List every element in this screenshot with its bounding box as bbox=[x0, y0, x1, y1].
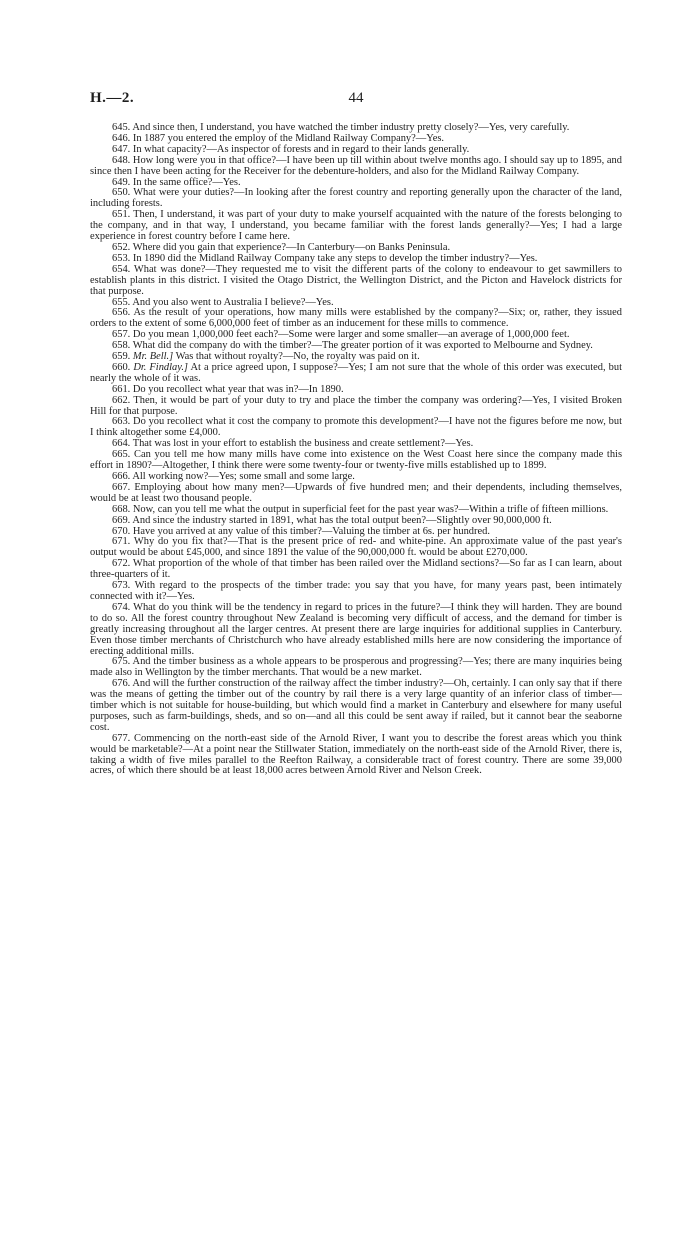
question-answer-text: Commencing on the north-east side of the Arnold River, I want you to describe the forest areas which you think would be marketable?—At a point near the Stillwater Station, immediately on the north-east side of the Arnold River, there is, taking a width of five miles parallel to the Reefton Railway, a considerable tract of forest country. There are some 39,000 acres, of which there should be at least 18,000 acres between Arnold River and Nelson Creek. bbox=[90, 732, 623, 777]
question-number: 664. bbox=[112, 438, 131, 450]
testimony-paragraph bbox=[90, 679, 622, 734]
question-number: 675. bbox=[112, 656, 131, 668]
section-code: H.—2. bbox=[90, 90, 135, 106]
question-number: 650. bbox=[112, 187, 131, 199]
question-number: 645. bbox=[112, 122, 131, 133]
question-answer-text: Then, I understand, it was part of your duty to make yourself acquainted with the nature of the forests belonging to the company, and in that way, I understand, you became familiar with the forest lands generally?—Yes; I had a large experience in forest country before I came here. bbox=[90, 209, 623, 243]
question-answer-text: What was done?—They requested me to visit the different parts of the colony to endeavour to get sawmillers to establish plants in this district. I visited the Otago District, the Wellington District, and the Picton and Havelock districts for that purpose. bbox=[90, 263, 622, 297]
question-number: 655. bbox=[112, 296, 131, 308]
question-answer-text: Then, it would be part of your duty to try and place the timber the company was ordering?—Yes, I visited Broken Hill for that purpose. bbox=[90, 394, 622, 417]
question-answer-text: What did the company do with the timber?—The greater portion of it was exported to Melbourne and Sydney. bbox=[132, 340, 593, 352]
question-answer-text: In what capacity?—As inspector of forests and in regard to their lands generally. bbox=[132, 143, 470, 155]
question-answer-text: At a price agreed upon, I suppose?—Yes; I am not sure that the whole of this order was executed, but nearly the whole of it was. bbox=[90, 361, 622, 384]
question-number: 673. bbox=[112, 580, 131, 592]
question-number: 676. bbox=[112, 678, 131, 690]
question-answer-text: Do you recollect what it cost the company to promote this development?—I have not the figures before me now, but I think altogether some £4,000. bbox=[90, 416, 622, 439]
question-number: 649. bbox=[112, 176, 131, 188]
testimony-paragraph bbox=[90, 308, 622, 330]
question-number: 656. bbox=[112, 307, 131, 319]
question-number: 658. bbox=[112, 340, 131, 352]
question-answer-text: Do you mean 1,000,000 feet each?—Some were larger and some smaller—an average of 1,000,000 feet. bbox=[132, 329, 570, 341]
question-number: 674. bbox=[112, 601, 131, 613]
testimony-paragraph bbox=[90, 188, 622, 210]
question-answer-text: Can you tell me how many mills have come into existence on the West Coast here since the company made this effort in 1890?—Altogether, I think there were some twenty-four or twenty-five mills established up to 1899. bbox=[90, 449, 623, 472]
question-number: 665. bbox=[112, 449, 131, 461]
question-number: 659. bbox=[112, 351, 131, 363]
question-number: 670. bbox=[112, 525, 131, 537]
question-number: 657. bbox=[112, 329, 131, 341]
question-answer-text: Do you recollect what year that was in?—In 1890. bbox=[132, 383, 344, 395]
question-number: 672. bbox=[112, 558, 131, 570]
question-number: 647. bbox=[112, 143, 131, 155]
question-answer-text: What do you think will be the tendency in regard to prices in the future?—I think they will harden. They are bound to do so. All the forest country throughout New Zealand is becoming very difficult of access, and the demand for timber is greatly increasing throughout all the larger centres. At present there are large inquiries for additional supplies in Canterbury. Even those timber merchants of Christchurch who have already established mills here are now considering the importance of erecting additional mills. bbox=[90, 601, 622, 657]
page-header bbox=[90, 90, 622, 110]
question-number: 666. bbox=[112, 471, 131, 482]
question-answer-text: And since then, I understand, you have watched the timber industry pretty closely?—Yes, very carefully. bbox=[132, 122, 570, 133]
testimony-paragraph bbox=[90, 156, 622, 178]
question-answer-text: And you also went to Australia I believe?—Yes. bbox=[132, 296, 334, 308]
question-number: 651. bbox=[112, 209, 131, 221]
question-answer-text: With regard to the prospects of the timber trade: you say that you have, for many years past, been intimately connected with it?—Yes. bbox=[90, 580, 623, 602]
question-answer-text: Employing about how many men?—Upwards of five hundred men; and their dependents, including themselves, would be at least two thousand people. bbox=[90, 481, 622, 504]
testimony-paragraph bbox=[90, 363, 622, 385]
testimony-paragraph bbox=[90, 537, 622, 559]
testimony-paragraph bbox=[90, 450, 622, 472]
page-number: 44 bbox=[348, 90, 364, 106]
page-body bbox=[90, 123, 622, 777]
question-answer-text: In 1887 you entered the employ of the Midland Railway Company?—Yes. bbox=[132, 132, 445, 144]
question-answer-text: What proportion of the whole of that timber has been railed over the Midland sections?—So far as I can learn, about three-quarters of it. bbox=[90, 558, 622, 581]
question-answer-text: All working now?—Yes; some small and some large. bbox=[132, 471, 355, 482]
question-answer-text: As the result of your operations, how many mills were established by the company?—Six; or, rather, they issued orders to the extent of some 6,000,000 feet of timber as an inducement for these mills to commence. bbox=[90, 307, 622, 330]
question-number: 669. bbox=[112, 514, 131, 526]
question-answer-text: Was that without royalty?—No, the royalty was paid on it. bbox=[175, 351, 420, 363]
testimony-paragraph bbox=[90, 396, 622, 418]
testimony-paragraph bbox=[90, 581, 622, 603]
question-answer-text: In 1890 did the Midland Railway Company take any steps to develop the timber industry?—Yes. bbox=[132, 252, 538, 264]
question-answer-text: What were your duties?—In looking after the forest country and reporting generally upon the character of the land, including forests. bbox=[90, 187, 623, 210]
question-answer-text: Have you arrived at any value of this timber?—Valuing the timber at 6s. per hundred. bbox=[132, 525, 490, 537]
question-number: 662. bbox=[112, 394, 131, 406]
question-answer-text: Where did you gain that experience?—In Canterbury—on Banks Peninsula. bbox=[132, 241, 451, 253]
question-answer-text: Why do you fix that?—That is the present price of red- and white-pine. An approximate value of the past year's output would be about £45,000, and since 1891 the value of the 90,000,000 ft. would be about £270,000. bbox=[90, 536, 622, 559]
testimony-paragraph bbox=[90, 559, 622, 581]
testimony-paragraph bbox=[90, 657, 622, 679]
testimony-paragraph bbox=[90, 417, 622, 439]
question-number: 671. bbox=[112, 536, 131, 548]
question-number: 653. bbox=[112, 252, 131, 264]
speaker-label: Dr. Findlay.] bbox=[133, 361, 188, 373]
question-answer-text: And will the further construction of the railway affect the timber industry?—Oh, certainly. I can only say that if there was the means of getting the timber out of the country by rail there is a very large quantity of an inferior class of timber—timber which is not suitable for house-building, but which would find a market in Canterbury and elsewhere for many useful purposes, such as farm-buildings, sheds, and so on—and all this could be sent away if railed, but it cannot bear the seaborne cost. bbox=[90, 678, 622, 733]
question-number: 654. bbox=[112, 263, 131, 275]
question-number: 668. bbox=[112, 503, 131, 515]
testimony-paragraph bbox=[90, 210, 622, 243]
question-number: 648. bbox=[112, 154, 131, 166]
question-answer-text: That was lost in your effort to establish the business and create settlement?—Yes. bbox=[132, 438, 474, 450]
question-number: 667. bbox=[112, 481, 131, 493]
question-number: 646. bbox=[112, 132, 131, 144]
testimony-paragraph bbox=[90, 483, 622, 505]
speaker-label: Mr. Bell.] bbox=[132, 351, 174, 363]
testimony-paragraph bbox=[90, 734, 622, 778]
testimony-paragraph bbox=[90, 603, 622, 658]
question-answer-text: In the same office?—Yes. bbox=[132, 176, 241, 188]
question-answer-text: And the timber business as a whole appears to be prosperous and progressing?—Yes; there are many inquiries being made also in Wellington by the timber merchants. That would be a new market. bbox=[90, 656, 622, 679]
testimony-paragraph bbox=[90, 265, 622, 298]
question-number: 661. bbox=[112, 383, 131, 395]
question-number: 677. bbox=[112, 732, 131, 744]
question-answer-text: And since the industry started in 1891, what has the total output been?—Slightly over 90,000,000 ft. bbox=[132, 514, 552, 526]
question-answer-text: How long were you in that office?—I have been up till within about twelve months ago. I should say up to 1895, and since then I have been acting for the Receiver for the debenture-holders, and also for the Midland Railway Company. bbox=[90, 154, 622, 177]
question-number: 652. bbox=[112, 241, 131, 253]
question-answer-text: Now, can you tell me what the output in superficial feet for the past year was?—Within a trifle of fifteen millions. bbox=[132, 503, 609, 515]
question-number: 663. bbox=[112, 416, 131, 428]
question-number: 660. bbox=[112, 361, 131, 373]
